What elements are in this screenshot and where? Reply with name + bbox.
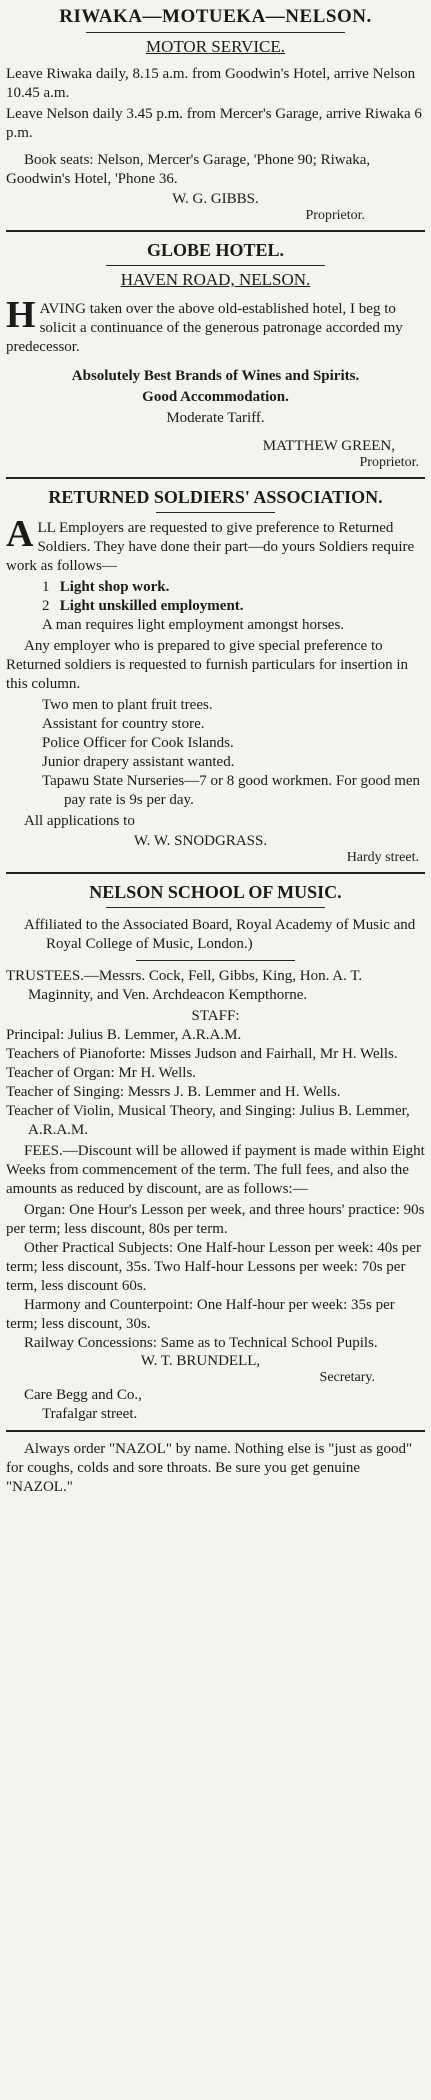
list-item: Assistant for country store. (42, 716, 205, 732)
music-address-1: Care Begg and Co., (24, 1387, 142, 1403)
music-signature: W. T. BRUNDELL, (140, 1353, 261, 1369)
divider (156, 512, 275, 513)
motor-title: RIWAKA—MOTUEKA—NELSON. (59, 6, 372, 27)
motor-p2: Leave Nelson daily 3.45 p.m. from Mercer's Garage, arrive Riwaka 6 p.m. (6, 106, 422, 141)
list-item: Two men to plant fruit trees. (42, 697, 213, 713)
returned-soldiers-ad (6, 487, 425, 866)
music-railway: Railway Concessions: Same as to Technical School Pupils. (24, 1335, 378, 1351)
music-singing: Teacher of Singing: Messrs J. B. Lemmer and H. Wells. (6, 1084, 341, 1100)
music-title: NELSON SCHOOL OF MUSIC. (89, 882, 342, 902)
motor-service-ad (6, 0, 425, 224)
list-item: A man requires light employment amongst horses. (42, 617, 345, 633)
music-principal: Principal: Julius B. Lemmer, A.R.A.M. (6, 1027, 242, 1043)
music-organ-fee: Organ: One Hour's Lesson per week, and three hours' practice: 90s per term; less discount, 80s per term. (6, 1202, 425, 1237)
school-of-music-ad (6, 882, 425, 1424)
item-number: 1 (42, 579, 50, 595)
divider (6, 872, 425, 874)
item-number: 2 (42, 598, 50, 614)
globe-hotel-ad (6, 240, 425, 471)
music-other-fee: Other Practical Subjects: One Half-hour Lesson per week: 40s per term; less discount, 35s. Two Half-hour Lessons per week: 70s per term, less discount 60s. (6, 1240, 421, 1294)
divider (6, 1430, 425, 1432)
soldiers-signature: W. W. SNODGRASS. (133, 833, 268, 849)
soldiers-address: Hardy street. (346, 850, 419, 865)
music-affiliation: Affiliated to the Associated Board, Royal Academy of Music and Royal College of Music, London.) (24, 917, 416, 952)
globe-p4: Moderate Tariff. (166, 410, 265, 426)
soldiers-p1: ALL Employers are requested to give preference to Returned Soldiers. They have done their part—do yours Soldiers require work as follows— (6, 513, 415, 574)
music-piano: Teachers of Pianoforte: Misses Judson and Fairhall, Mr H. Wells. (6, 1046, 398, 1062)
divider (106, 907, 325, 908)
motor-subtitle: MOTOR SERVICE. (145, 37, 286, 56)
divider (86, 32, 345, 33)
soldiers-p3: All applications to (24, 813, 135, 829)
globe-p1: HAVING taken over the above old-established hotel, I beg to solicit a continuance of the generous patronage accorded my predecessor. (6, 294, 403, 355)
list-item (6, 578, 425, 597)
item-text: Light unskilled employment. (59, 598, 244, 614)
globe-role: Proprietor. (359, 455, 419, 470)
music-organ-teacher: Teacher of Organ: Mr H. Wells. (6, 1065, 197, 1081)
globe-subtitle: HAVEN ROAD, NELSON. (120, 270, 311, 289)
divider (6, 230, 425, 232)
list-item (6, 597, 425, 616)
motor-p1: Leave Riwaka daily, 8.15 a.m. from Goodwin's Hotel, arrive Nelson 10.45 a.m. (6, 66, 416, 101)
music-harmony-fee: Harmony and Counterpoint: One Half-hour per week: 35s per term; less discount, 30s. (6, 1297, 395, 1332)
motor-signature: W. G. GIBBS. (172, 191, 259, 207)
globe-title: GLOBE HOTEL. (146, 240, 285, 260)
music-trustees: TRUSTEES.—Messrs. Cock, Fell, Gibbs, King, Hon. A. T. Maginnity, and Ven. Archdeacon Kempthorne. (6, 968, 363, 1003)
motor-p3: Book seats: Nelson, Mercer's Garage, 'Phone 90; Riwaka, Goodwin's Hotel, 'Phone 36. (6, 152, 371, 187)
music-fees: FEES.—Discount will be allowed if payment is made within Eight Weeks from commencement of the term. The full fees, and also the amounts as reduced by discount, are as follows:— (6, 1143, 425, 1197)
divider (106, 265, 325, 266)
divider (136, 960, 295, 961)
motor-role: Proprietor. (305, 208, 365, 223)
soldiers-title: RETURNED SOLDIERS' ASSOCIATION. (48, 487, 383, 507)
music-staff-heading: STAFF: (191, 1008, 240, 1024)
globe-p2: Absolutely Best Brands of Wines and Spirits. (71, 368, 360, 384)
nazol-text: Always order "NAZOL" by name. Nothing else is "just as good" for coughs, colds and sore throats. Be sure you get genuine "NAZOL." (6, 1441, 413, 1495)
item-text: Light shop work. (59, 579, 170, 595)
list-item: Tapawu State Nurseries—7 or 8 good workmen. For good men pay rate is 9s per day. (42, 773, 421, 808)
nazol-ad (6, 1440, 425, 1497)
soldiers-p2: Any employer who is prepared to give special preference to Returned soldiers is requested to furnish particulars for insertion in this column. (6, 638, 408, 692)
list-item: Junior drapery assistant wanted. (42, 754, 235, 770)
list-item: Police Officer for Cook Islands. (42, 735, 234, 751)
music-address-2: Trafalgar street. (42, 1406, 138, 1422)
divider (6, 477, 425, 479)
music-role: Secretary. (319, 1370, 375, 1385)
globe-signature: MATTHEW GREEN, (262, 438, 395, 454)
music-violin: Teacher of Violin, Musical Theory, and Singing: Julius B. Lemmer, A.R.A.M. (6, 1103, 410, 1138)
globe-p3: Good Accommodation. (142, 389, 289, 405)
